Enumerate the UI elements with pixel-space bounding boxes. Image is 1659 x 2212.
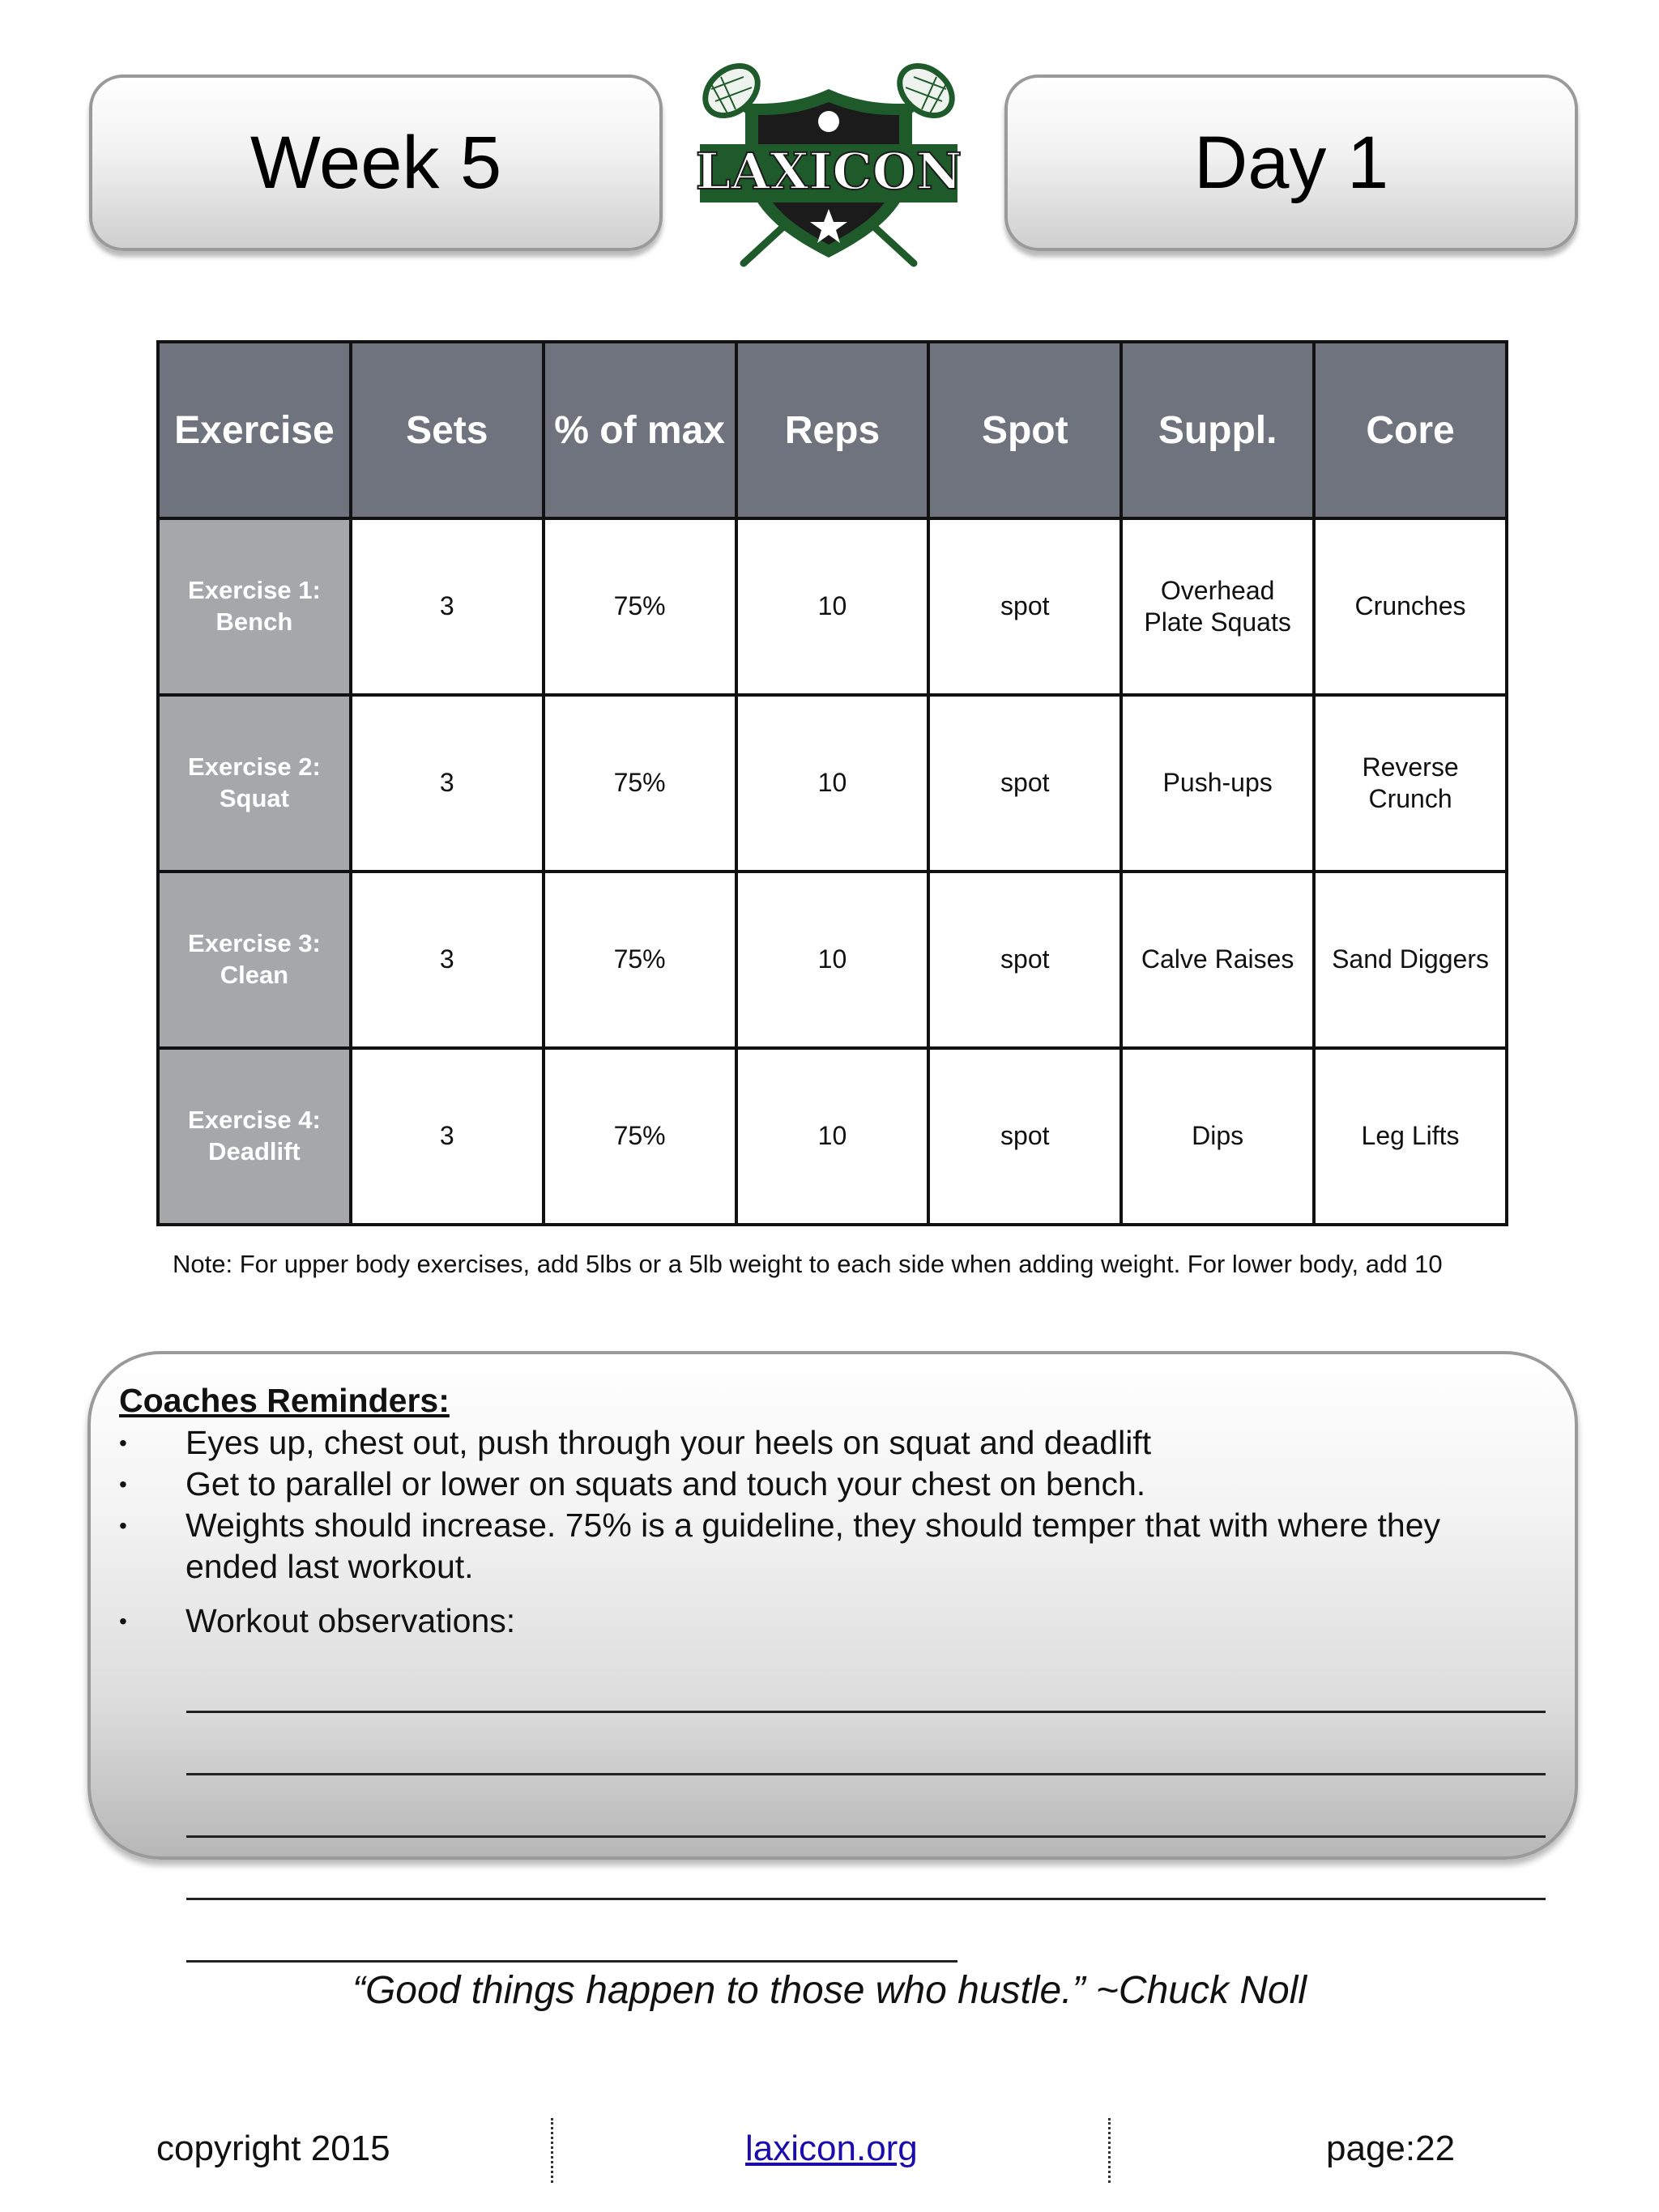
reps-cell: 10 — [736, 518, 929, 695]
table-row — [158, 518, 1507, 695]
workout-table — [156, 340, 1508, 1226]
reps-cell: 10 — [736, 872, 929, 1048]
core-cell: Leg Lifts — [1314, 1048, 1507, 1225]
copyright-text: copyright 2015 — [156, 2129, 390, 2168]
spot-cell: spot — [928, 518, 1121, 695]
exercise-name: Bench — [215, 607, 293, 636]
observation-line[interactable] — [186, 1711, 1546, 1713]
logo-text: LAXICON — [695, 142, 962, 201]
motivational-quote: “Good things happen to those who hustle.” ~Chuck Noll — [352, 1969, 1307, 2012]
spot-cell: spot — [928, 872, 1121, 1048]
sets-cell: 3 — [351, 695, 544, 872]
list-item: • Workout observations: — [119, 1600, 1537, 1642]
suppl-cell: Dips — [1121, 1048, 1314, 1225]
column-header: Suppl. — [1121, 342, 1314, 518]
laxicon-logo — [695, 57, 962, 269]
column-header: Sets — [351, 342, 544, 518]
exercise-number: Exercise 4: — [188, 1106, 321, 1135]
column-header: Exercise — [158, 342, 351, 518]
list-item: • Get to parallel or lower on squats and touch your chest on bench. — [119, 1464, 1537, 1505]
spot-cell: spot — [928, 1048, 1121, 1225]
day-label: Day 1 — [1004, 75, 1578, 251]
table-header-row — [158, 342, 1507, 518]
column-header: % of max — [544, 342, 736, 518]
core-cell: Sand Diggers — [1314, 872, 1507, 1048]
column-header: Reps — [736, 342, 929, 518]
observation-line[interactable] — [186, 1835, 1546, 1838]
sets-cell: 3 — [351, 1048, 544, 1225]
pct-cell: 75% — [544, 1048, 736, 1225]
website-link[interactable]: laxicon.org — [745, 2129, 918, 2168]
column-header: Spot — [928, 342, 1121, 518]
exercise-name: Squat — [219, 784, 289, 812]
pct-cell: 75% — [544, 518, 736, 695]
reps-cell: 10 — [736, 1048, 929, 1225]
column-header: Core — [1314, 342, 1507, 518]
footer-divider — [1108, 2118, 1111, 2183]
observation-line[interactable] — [186, 1773, 1546, 1775]
exercise-number: Exercise 2: — [188, 752, 321, 782]
exercise-name: Clean — [220, 961, 289, 989]
exercise-number: Exercise 3: — [188, 929, 321, 958]
pct-cell: 75% — [544, 695, 736, 872]
footer-divider — [551, 2118, 553, 2183]
list-item: • Weights should increase. 75% is a guideline, they should temper that with where they ended last workout. — [119, 1505, 1537, 1588]
reminders-list — [119, 1422, 1537, 1642]
spot-cell: spot — [928, 695, 1121, 872]
weight-note: Note: For upper body exercises, add 5lbs or a 5lb weight to each side when adding weight. For lower body, add 10 — [173, 1250, 1443, 1278]
page-number: page:22 — [1326, 2129, 1456, 2168]
reminders-title: Coaches Reminders: — [119, 1382, 450, 1419]
exercise-cell — [158, 872, 351, 1048]
week-label: Week 5 — [89, 75, 663, 251]
pct-cell: 75% — [544, 872, 736, 1048]
exercise-cell — [158, 1048, 351, 1225]
exercise-name: Deadlift — [208, 1137, 301, 1166]
table-row — [158, 695, 1507, 872]
table-row — [158, 872, 1507, 1048]
observation-line[interactable] — [186, 1898, 1546, 1900]
exercise-cell — [158, 518, 351, 695]
core-cell: Reverse Crunch — [1314, 695, 1507, 872]
exercise-number: Exercise 1: — [188, 576, 321, 605]
table-row — [158, 1048, 1507, 1225]
observation-line[interactable] — [186, 1960, 957, 1963]
suppl-cell: Overhead Plate Squats — [1121, 518, 1314, 695]
suppl-cell: Push-ups — [1121, 695, 1314, 872]
list-item: • Eyes up, chest out, push through your heels on squat and deadlift — [119, 1422, 1537, 1464]
core-cell: Crunches — [1314, 518, 1507, 695]
suppl-cell: Calve Raises — [1121, 872, 1314, 1048]
exercise-cell — [158, 695, 351, 872]
sets-cell: 3 — [351, 872, 544, 1048]
sets-cell: 3 — [351, 518, 544, 695]
reps-cell: 10 — [736, 695, 929, 872]
